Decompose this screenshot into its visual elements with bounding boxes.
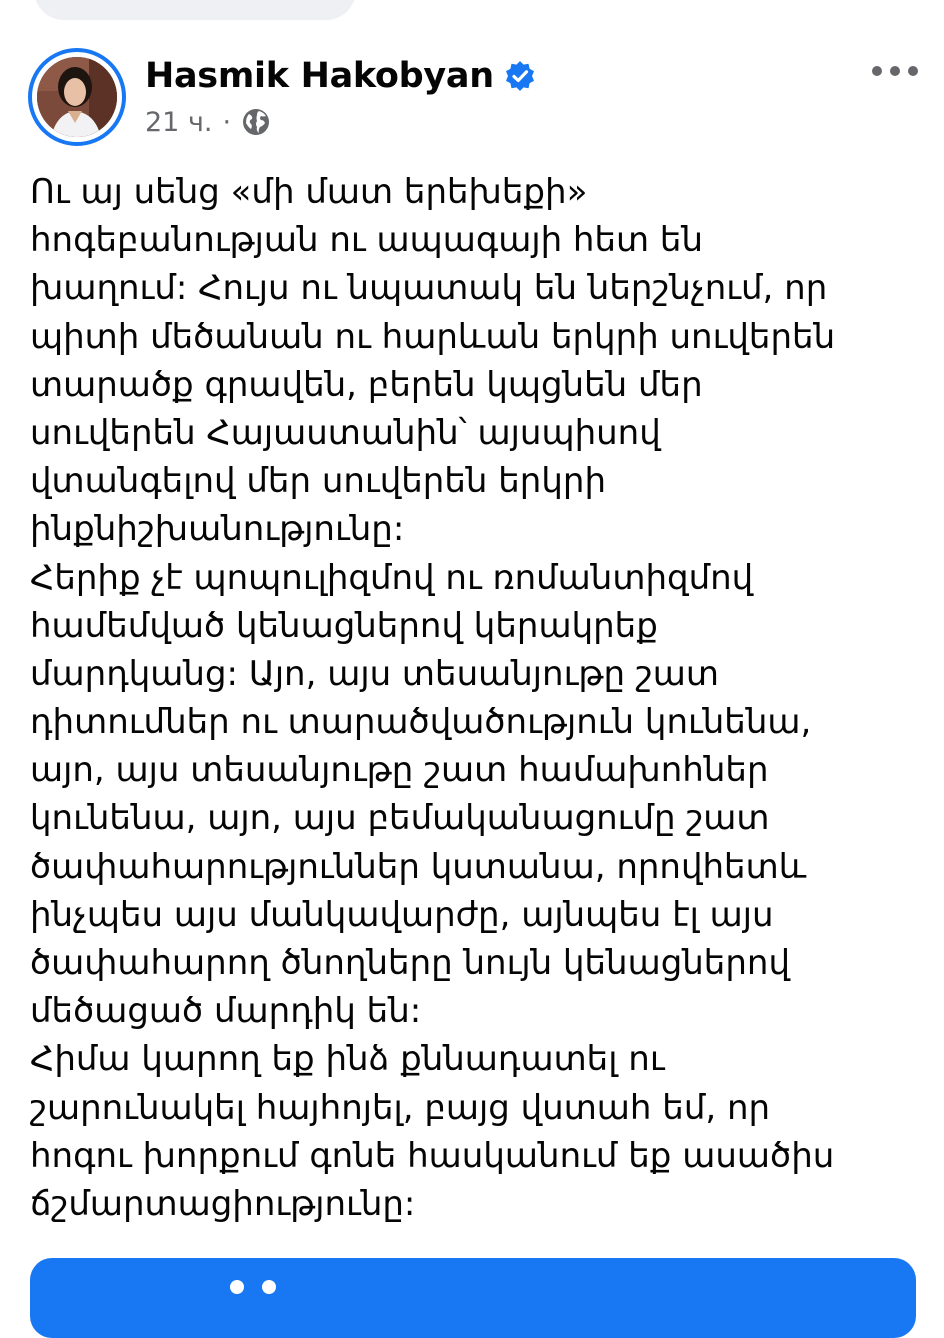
card-glyphs bbox=[230, 1280, 276, 1294]
post-text-line: Հիմա կարող եք ինձ քննադատել ու bbox=[30, 1039, 665, 1080]
author-name[interactable]: Hasmik Hakobyan bbox=[145, 56, 494, 96]
post-text-line: դիտումներ ու տարածվածություն կունենա, bbox=[30, 702, 812, 743]
more-options-icon[interactable] bbox=[872, 56, 918, 86]
post-text-line: ինքնիշխանությունը: bbox=[30, 509, 405, 550]
link-preview-card[interactable] bbox=[30, 1258, 916, 1338]
post-meta bbox=[145, 104, 271, 140]
post-text-line: պիտի մեծանան ու հարևան երկրի սուվերեն bbox=[30, 316, 836, 357]
post-text-line: հոգու խորքում գոնե հասկանում եք ասածիս bbox=[30, 1135, 835, 1176]
post-text-line: մարդկանց: Այո, այս տեսանյութը շատ bbox=[30, 653, 719, 694]
post-text-line: խաղում: Հույս ու նպատակ են ներշնչում, որ bbox=[30, 268, 828, 309]
post-text-line: վտանգելով մեր սուվերեն երկրի bbox=[30, 461, 606, 502]
globe-icon[interactable] bbox=[241, 107, 271, 137]
post-text-line: ինչպես այս մանկավարժը, այնպես էլ այս bbox=[30, 894, 774, 935]
meta-separator: · bbox=[222, 106, 232, 138]
post-text-line: այո, այս տեսանյութը շատ համախոհներ bbox=[30, 750, 769, 791]
avatar-image bbox=[37, 57, 117, 137]
avatar[interactable] bbox=[37, 57, 117, 137]
post-text-line: ճշմարտացիությունը: bbox=[30, 1183, 416, 1224]
post-text-line: Ու այ սենց «մի մատ երեխեքի» bbox=[30, 172, 588, 212]
post-text-line: ծափահարող ծնողները նույն կենացներով bbox=[30, 943, 790, 983]
verified-badge-icon bbox=[504, 60, 536, 92]
post-text-line: հոգեբանության ու ապագայի հետ են bbox=[30, 220, 704, 261]
post-text bbox=[30, 168, 920, 1228]
post-text-line: սուվերեն Հայաստանին՝ այսպիսով bbox=[30, 412, 661, 453]
post-text-line: ծափահարություններ կստանա, որովհետև bbox=[30, 846, 807, 887]
author-row bbox=[145, 54, 536, 98]
post-text-line: Հերիք չէ պոպուլիզմով ու ռոմանտիզմով bbox=[30, 557, 754, 598]
post-text-line: մեծացած մարդիկ են: bbox=[30, 991, 422, 1032]
avatar-story-ring[interactable] bbox=[28, 48, 126, 146]
post-text-line: տարածք գրավեն, բերեն կպցնեն մեր bbox=[30, 364, 703, 405]
post-timestamp[interactable]: 21 ч. bbox=[145, 106, 213, 138]
top-pill bbox=[34, 0, 356, 20]
post-text-line: կունենա, այո, այս բեմականացումը շատ bbox=[30, 798, 770, 839]
post-text-line: համեմված կենացներով կերակրեք bbox=[30, 605, 658, 646]
post-header bbox=[28, 48, 918, 148]
post-text-line: շարունակել հայհոյել, բայց վստահ եմ, որ bbox=[30, 1087, 771, 1128]
